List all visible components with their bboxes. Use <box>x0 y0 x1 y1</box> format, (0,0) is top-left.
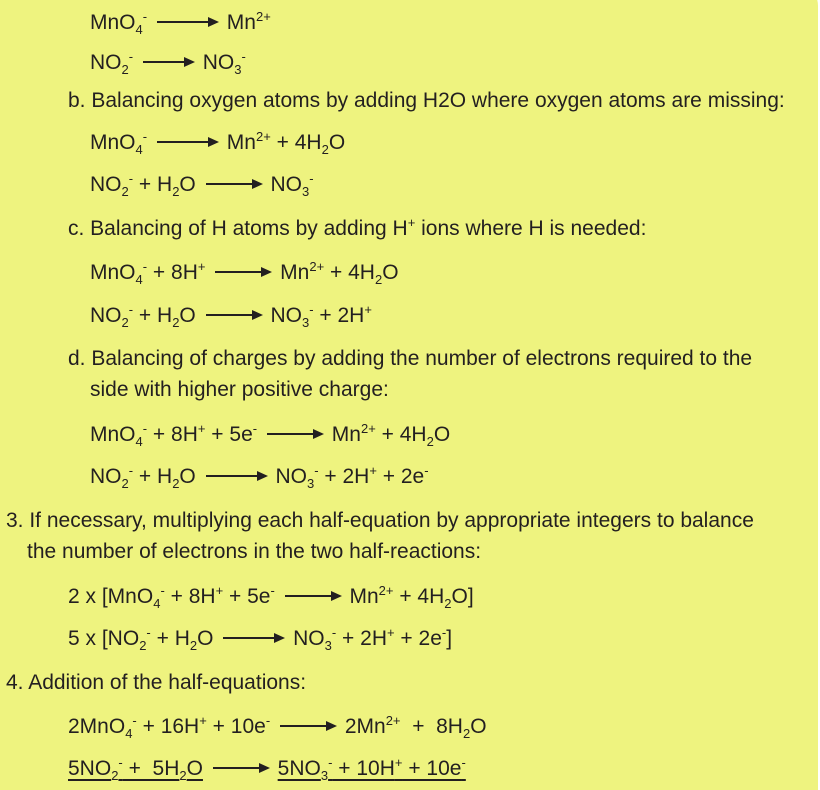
equation-sum-no2-left: $5NO_2^- + 5H_2O$ <box>68 755 203 783</box>
equation-oxygen-balanced-mno4: MnO$_4$- $Mn^{2+} + 4H_2O$ <box>90 129 346 157</box>
equation-hydrogen-balanced-no2: $NO_2^- + H_2O$ $NO_3^- + 2H^+$ <box>90 302 372 330</box>
step-d-heading-line1: d. Balancing of charges by adding the number of electrons required to the <box>68 347 753 370</box>
reaction-arrow-icon <box>143 61 193 63</box>
equation-mno4-to-mn: MnO$_4$- $Mn^{2+}$ <box>90 9 271 37</box>
equation-sum-no2 <box>68 756 466 782</box>
equation-charge-balanced-mno4: MnO$_4$- + 8H+ + 5e- $Mn^{2+} + 4H_2O$ <box>90 421 451 449</box>
equation-oxygen-balanced-no2: $NO_2^- + H_2O$ $NO_3^-$ <box>90 171 314 199</box>
reaction-arrow-icon <box>206 183 261 185</box>
equation-charge-balanced-no2: $NO_2^- + H_2O$ $NO_3^- + 2H^+ + 2e^-$ <box>90 463 429 491</box>
equation-hydrogen-balanced-mno4: MnO$_4$- + 8H+ $Mn^{2+} + 4H_2O$ <box>90 259 399 287</box>
reaction-arrow-icon <box>157 21 217 23</box>
reaction-arrow-icon <box>223 637 283 639</box>
equation-multiplied-mno4: 2 x [MnO$_4$- + 8H+ + 5e- $Mn^{2+} + 4H_2O$] <box>68 583 474 611</box>
step-4-heading: 4. Addition of the half-equations: <box>6 671 307 694</box>
reaction-arrow-icon <box>280 725 335 727</box>
reaction-arrow-icon <box>206 475 266 477</box>
equation-multiplied-no2: 5 x [$NO_2^- + H_2O$ $NO_3^- + 2H^+ + 2e^-$] <box>68 625 453 653</box>
reaction-arrow-icon <box>206 314 261 316</box>
step-d-heading-line2: side with higher positive charge: <box>90 378 389 401</box>
reaction-arrow-icon <box>157 141 217 143</box>
equation-sum-no2-right: $5NO_3^- + 10H^+ + 10e^-$ <box>277 755 466 783</box>
reaction-arrow-icon <box>267 433 322 435</box>
equation-sum-mno4: 2MnO$_4$- + 16H+ + 10e- $2Mn^{2+} + 8H_2O$ <box>68 713 487 741</box>
reaction-arrow-icon <box>215 271 270 273</box>
reaction-arrow-icon <box>285 595 340 597</box>
step-c-heading: c. Balancing of H atoms by adding H+ ions where H is needed: <box>68 215 647 240</box>
step-b-heading: b. Balancing oxygen atoms by adding H2O where oxygen atoms are missing: <box>68 89 785 112</box>
reaction-arrow-icon <box>213 767 268 769</box>
equation-no2-to-no3: $NO_2^-$ $NO_3^-$ <box>90 49 246 77</box>
step-3-heading-line1: 3. If necessary, multiplying each half-equation by appropriate integers to balance <box>6 509 754 532</box>
step-3-heading-line2: the number of electrons in the two half-reactions: <box>27 540 482 563</box>
